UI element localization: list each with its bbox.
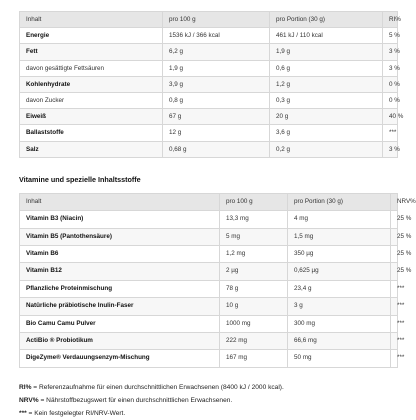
row-label: Ballaststoffe (20, 125, 163, 141)
per-100g-value: 10 g (220, 298, 288, 315)
row-label: DigeZyme® Verdauungsenzym-Mischung (20, 350, 220, 367)
table-row (20, 125, 398, 141)
per-100g-value: 1,9 g (163, 60, 270, 76)
per-portion-value: 20 g (270, 109, 383, 125)
row-label: Salz (20, 141, 163, 157)
row-label: Eiweiß (20, 109, 163, 125)
table-row (20, 44, 398, 60)
row-label: Natürliche präbiotische Inulin-Faser (20, 298, 220, 315)
percent-value: *** (383, 125, 398, 141)
percent-value: 25 % (391, 211, 398, 228)
percent-value: 25 % (391, 263, 398, 280)
table-row (20, 141, 398, 157)
per-portion-value: 66,6 mg (288, 333, 391, 350)
per-100g-value: 67 g (163, 109, 270, 125)
per-100g-value: 2 µg (220, 263, 288, 280)
footnote-label: NRV% (19, 396, 39, 404)
per-portion-value: 3,6 g (270, 125, 383, 141)
percent-value: 40 % (383, 109, 398, 125)
per-portion-value: 1,2 g (270, 76, 383, 92)
row-label: Vitamin B6 (20, 246, 220, 263)
per-portion-value: 4 mg (288, 211, 391, 228)
per-100g-value: 167 mg (220, 350, 288, 367)
per-portion-value: 300 mg (288, 315, 391, 332)
footnote-label: RI% (19, 383, 32, 391)
per-portion-value: 0,3 g (270, 93, 383, 109)
per-100g-value: 78 g (220, 280, 288, 297)
footnote (19, 381, 398, 394)
per-portion-value: 1,9 g (270, 44, 383, 60)
row-label: Vitamin B12 (20, 263, 220, 280)
table-header-row (20, 193, 398, 210)
row-label: davon Zucker (20, 93, 163, 109)
vitamins-table (19, 193, 416, 368)
section-title: Vitamine und spezielle Inhaltsstoffe (19, 174, 141, 184)
footnote-text: = Kein festgelegter RI/NRV-Wert. (26, 409, 126, 417)
table-row (20, 298, 398, 315)
per-100g-value: 5 mg (220, 228, 288, 245)
table-header-row (20, 12, 398, 28)
percent-value: *** (391, 315, 398, 332)
percent-value: *** (391, 280, 398, 297)
percent-value: 25 % (391, 228, 398, 245)
row-label: Bio Camu Camu Pulver (20, 315, 220, 332)
table-row (20, 315, 398, 332)
footnote (19, 407, 398, 420)
percent-value: 0 % (383, 93, 398, 109)
per-portion-value: 0,2 g (270, 141, 383, 157)
table-row (20, 109, 398, 125)
table-row (20, 333, 398, 350)
percent-value: *** (391, 298, 398, 315)
column-header: NRV% (391, 193, 398, 210)
row-label: Pflanzliche Proteinmischung (20, 280, 220, 297)
table-row (20, 211, 398, 228)
row-label: Energie (20, 28, 163, 44)
row-label: ActiBio ® Probiotikum (20, 333, 220, 350)
footnote-label: *** (19, 409, 27, 417)
percent-value: 25 % (391, 246, 398, 263)
per-100g-value: 1,2 mg (220, 246, 288, 263)
percent-value: 3 % (383, 60, 398, 76)
column-header: pro 100 g (220, 193, 288, 210)
column-header: pro Portion (30 g) (270, 12, 383, 28)
nutrition-table (19, 11, 404, 158)
nutrition-page (19, 5, 416, 420)
per-100g-value: 12 g (163, 125, 270, 141)
row-label: davon gesättigte Fettsäuren (20, 60, 163, 76)
per-portion-value: 50 mg (288, 350, 391, 367)
per-100g-value: 3,9 g (163, 76, 270, 92)
percent-value: *** (391, 333, 398, 350)
per-100g-value: 13,3 mg (220, 211, 288, 228)
column-header: pro Portion (30 g) (288, 193, 391, 210)
per-portion-value: 0,6 g (270, 60, 383, 76)
percent-value: 0 % (383, 76, 398, 92)
column-header: RI% (383, 12, 398, 28)
per-portion-value: 23,4 g (288, 280, 391, 297)
table-row (20, 93, 398, 109)
table-row (20, 263, 398, 280)
column-header: Inhalt (20, 12, 163, 28)
per-portion-value: 350 µg (288, 246, 391, 263)
per-100g-value: 6,2 g (163, 44, 270, 60)
percent-value: 3 % (383, 141, 398, 157)
per-portion-value: 3 g (288, 298, 391, 315)
footnote (19, 394, 398, 407)
table-row (20, 60, 398, 76)
per-portion-value: 461 kJ / 110 kcal (270, 28, 383, 44)
percent-value: *** (391, 350, 398, 367)
per-100g-value: 222 mg (220, 333, 288, 350)
row-label: Kohlenhydrate (20, 76, 163, 92)
row-label: Vitamin B3 (Niacin) (20, 211, 220, 228)
per-100g-value: 1000 mg (220, 315, 288, 332)
column-header: pro 100 g (163, 12, 270, 28)
table-row (20, 76, 398, 92)
table-row (20, 280, 398, 297)
table-row (20, 228, 398, 245)
table-row (20, 246, 398, 263)
column-header: Inhalt (20, 193, 220, 210)
row-label: Vitamin B5 (Pantothensäure) (20, 228, 220, 245)
footnote-text: = Nährstoffbezugswert für einen durchschnittlichen Erwachsenen. (38, 396, 233, 404)
percent-value: 3 % (383, 44, 398, 60)
table-row (20, 350, 398, 367)
per-100g-value: 0,68 g (163, 141, 270, 157)
per-portion-value: 1,5 mg (288, 228, 391, 245)
table-row (20, 28, 398, 44)
per-100g-value: 0,8 g (163, 93, 270, 109)
footnotes (19, 381, 398, 420)
footnote-text: = Referenzaufnahme für einen durchschnittlichen Erwachsenen (8400 kJ / 2000 kcal). (31, 383, 284, 391)
row-label: Fett (20, 44, 163, 60)
per-100g-value: 1536 kJ / 366 kcal (163, 28, 270, 44)
per-portion-value: 0,625 µg (288, 263, 391, 280)
percent-value: 5 % (383, 28, 398, 44)
